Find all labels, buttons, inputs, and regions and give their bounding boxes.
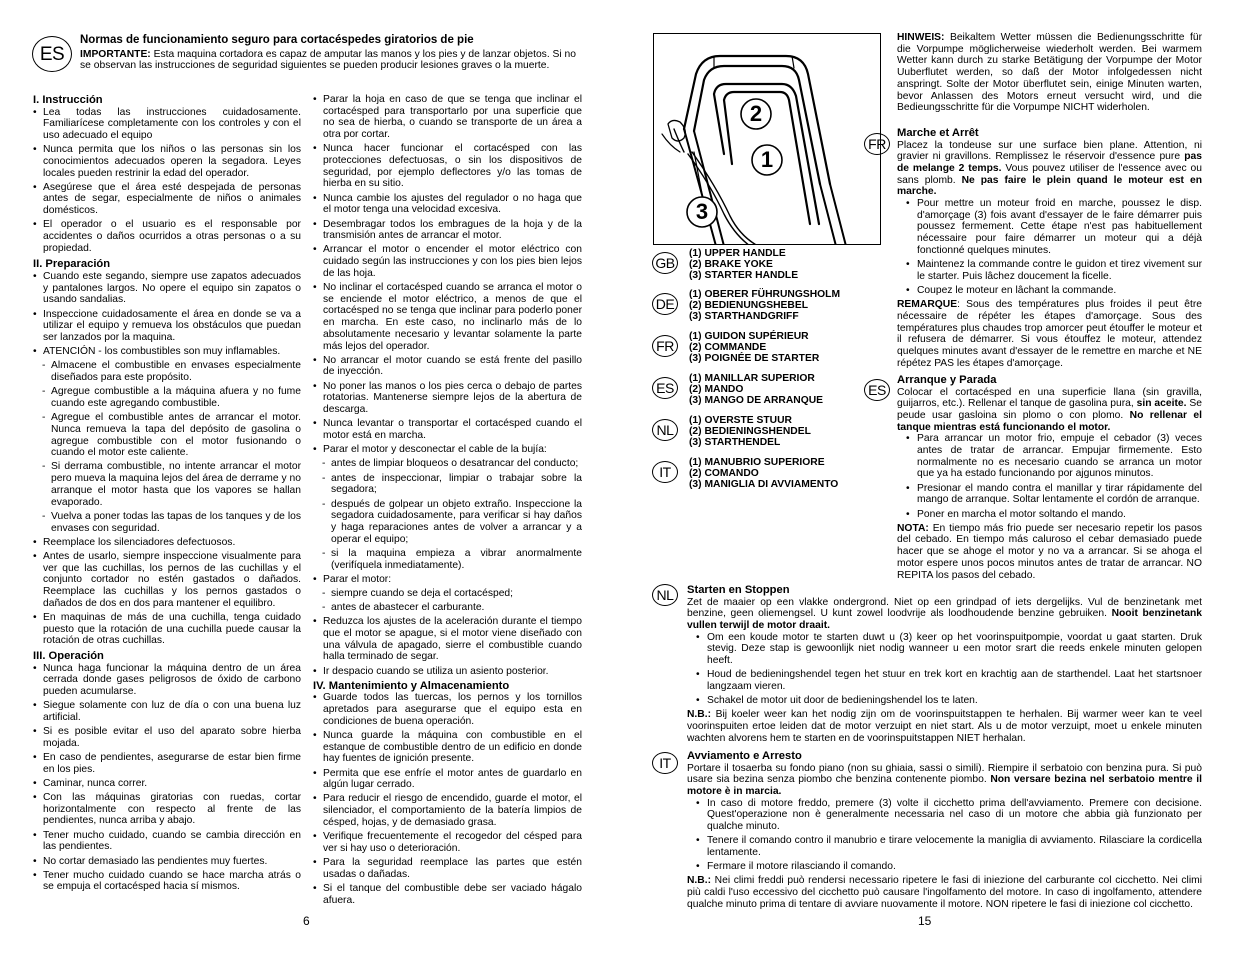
list-item: • Inspeccione cuidadosamente el área en donde se va a utilizar el equipo y remueva los obstáculos que puedan ser lanzados por la maquina. [33,309,301,344]
it-section [687,750,1202,910]
part-label: (1) UPPER HANDLE [689,248,786,259]
list-item: • Caminar, nunca correr. [33,778,301,790]
nl-title: Starten en Stoppen [687,584,790,596]
language-badge-nl-legend: NL [652,419,678,441]
stop-motor-list [313,574,582,586]
list-item: • Nunca hacer funcionar el cortacésped con las protecciones defectuosas, o sin los dispositivos de seguridad, por ejemplo deflectores y/o las tomas de hierba en su sitio. [313,143,582,190]
language-badge-es-2: ES [864,379,890,401]
list-item: • No inclinar el cortacésped cuando se arranca el motor o se enciende el motor eléctrico, a menos de que el cortacésped no se tenga que inclinar para poderlo poner en marcha. En este caso, no inclinarlo más de lo absolutamente necesario y levantar solamente la parte más lejos del operador. [313,282,582,352]
left-column-2 [313,94,582,909]
fr-intro-bold2: Ne pas faire le plein quand le moteur est en marche. [897,174,1202,198]
fr-note [897,299,1202,369]
list-item: • Nunca cambie los ajustes del regulador o no haga que el motor tenga una velocidad excesiva. [313,193,582,216]
part-label: (2) COMMANDE [689,342,767,354]
list-item: • Nunca levantar o transportar el cortacésped cuando el motor está en marcha. [313,418,582,441]
list-item: • Tener mucho cuidado, cuando se cambia dirección en las pendientes. [33,830,301,853]
list-item: • Tener mucho cuidado cuando se hace marcha atrás o se empuja el cortacésped hacia sí mismos. [33,870,301,893]
fr-section [897,127,1202,369]
language-badge-fr: FR [864,133,890,155]
list-item: • Ir despacio cuando se utiliza un asiento posterior. [313,666,582,678]
part-labels-nl [689,415,811,449]
language-badge-es-legend: ES [652,377,678,399]
list-item: • Schakel de motor uit door de bedieningshendel los te laten. [687,695,1202,707]
section-instruccion-list [33,107,301,255]
de-note-label: HINWEIS: [897,32,945,43]
es-start-intro-bold: sin aceite. [1136,398,1187,410]
nl-note-text: Bij koeler weer kan het nodig zijn om de voorinspuitstappen te herhalen. Bij warmer weer kan te veel voorinspuiten ertoe leiden dat de motor verzuipt en niet start. Als u de motor verzuipt, moet u enkele minuten wachten alvorens hem te starten en de voorinspuitstappen NIET herhalan. [687,709,1202,744]
list-item: • Parar el motor: [313,574,582,586]
list-item: - Agregue el combustible antes de arrancar el motor. Nunca remueva la tapa del depósito de gasolina o agregue combustible con el motor fusionando o cuando el motor este caliente. [33,412,301,459]
language-badge-de-legend: DE [652,293,678,315]
fr-intro-bold: pas de melange 2 temps. [897,151,1202,174]
es-start-intro-b: Se peude usar gasloina sin plomo o con plomo. [897,398,1202,421]
section-preparacion-sublist [33,360,301,534]
es-start-section [897,374,1202,581]
list-item: • Siegue solamente con luz de día o con una buena luz artificial. [33,700,301,723]
important-notice [80,49,580,72]
part-labels-de [689,289,840,323]
list-item: • Para la seguridad reemplace las partes que estén usadas o dañadas. [313,857,582,880]
fr-title: Marche et Arrêt [897,127,979,139]
list-item: • In caso di motore freddo, premere (3) volte il cicchetto prima dell'avviamento. Premere con decisione. Quest'operazione non è generalmente necessaria nel caso di un motore che abbia già funzionato per qualche minuto. [687,798,1202,833]
list-item: • Verifique frecuentemente el recogedor del césped para ver si hay uso o deterioración. [313,831,582,854]
it-note-text: Nei climi freddi può rendersi necessario ripetere le fasi di iniezione del carburante col cicchetto. Nei climi più caldi l'uso eccessivo del cicchetto può causare l'ingolfamento del motore. In caso di ingolfamento, attendere qualche minuto prima di tentare di avviare nuovamente il motore. NON ripetere le fasi di iniezione col cicchetto. [687,875,1202,910]
part-label: (2) COMANDO [689,468,759,480]
list-item: • Pour mettre un moteur froid en marche, poussez le disp. d'amorçage (3) fois avant d'essayer de le faire démarrer puis poussez fermement. Cette étape n'est pas habituellement nécessaire pour faire démarrer un moteur qui a déjà fonctionné quelques minutes. [897,198,1202,257]
it-intro-bold: Non versare bezina nel serbatoio mentre il motore è in marcia. [687,774,1202,797]
section-preparacion-list [33,271,301,358]
es-start-title: Arranque y Parada [897,374,997,386]
list-item: • Parar la hoja en caso de que se tenga que inclinar el cortacésped para transportarlo por una superficie que no sea de hierba, o cuando se transporte de un área a otra por cortar. [313,94,582,141]
list-item: • Lea todas las instrucciones cuidadosamente. Familiarícese completamente con los controles y con el uso adecuado el equipo [33,107,301,142]
de-note-text: Beikaltem Wetter müssen die Bedienungsschritte für die Vorpumpe möglicherweise wiederholt werden. Bei warmem Wetter kann durch zu starke Betätigung der Vorpumpe der Motor Uuberflutet werden, so daß der Motor infolgedessen nicht anspringt. Solte der Motor überflutet sein, einige Minuten warten, bevor Anlassen des Motors erneut versucht wird, und die Bedieungsschritte für die Vorpumpe NICHT widerholen. [897,32,1202,114]
fr-note-label: REMARQUE [897,299,958,311]
important-text: Esta maquina cortadora es capaz de amputar las manos y los pies y de lanzar objetos. Si no se observan las instrucciones de seguridad siguientes se pueden producir lesiones graves o la muerte. [80,48,577,72]
it-note-label: N.B.: [687,875,712,887]
callout-2: 2 [749,101,763,126]
list-item: • Parar el motor y desconectar el cable de la bujía: [313,444,582,456]
list-item: • Coupez le moteur en lâchant la commande. [897,285,1202,297]
part-label: (2) BRAKE YOKE [689,259,773,271]
nl-section [687,584,1202,744]
es-start-steps-list [897,433,1202,520]
es-start-note-label: NOTA: [897,522,929,534]
list-item: • Om een koude motor te starten duwt u (3) keer op het voorinspuitpompie, voordat u gaat starten. Druk stevig. Deze stap is gewoonlijk niet nodig wanneer u een motor srart die reeds enkele minuten gelopen heeft. [687,632,1202,667]
section-mantenimiento-list [313,692,582,906]
list-item: • Para arrancar un motor frio, empuje el cebador (3) veces antes de tratar de arrancar. Empujar firmemente. Esto normalmente no es necesario cuando se arranca un motor que ya ha estado funcionando por ajgunos minutos. [897,433,1202,480]
part-labels-es [689,373,823,407]
list-item: • No poner las manos o los pies cerca o debajo de partes rotatorias. Mantenerse siempre lejos de la abertura de descarga. [313,381,582,416]
nl-intro [687,597,1202,632]
list-item: • Si es posible evitar el uso del aparato sobre hierba mojada. [33,726,301,749]
list-item: • Desembragar todos los embragues de la hoja y de la transmisión antes de arrancar el motor. [313,219,582,242]
part-label: (1) GUIDON SUPÉRIEUR [689,331,809,342]
spark-plug-sublist [313,458,582,571]
callout-1: 1 [760,147,774,172]
part-label: (2) MANDO [689,384,744,396]
list-item: • Asegúrese que el área esté despejada de personas antes de segar, especialmente de niños o animales domésticos. [33,182,301,217]
section-operacion-list [33,663,301,894]
list-item: • Presionar el mando contra el manillar y tirar rápidamente del mango de arranque. Soltar lentamente el cordón de arranque. [897,483,1202,506]
list-item: • Guarde todos las tuercas, los pernos y los tornillos apretados para asegurarse que el equipo esta en condiciones de buena operación. [313,692,582,727]
list-item: • Si el tanque del combustible debe ser vaciado hágalo afuera. [313,883,582,906]
stop-motor-sublist [313,588,582,614]
part-label: (3) STARTHANDGRIFF [689,311,799,323]
part-label: (1) MANILLAR SUPERIOR [689,373,815,384]
part-labels-it [689,457,838,491]
fr-note-text: : Sous des températures plus froides il peut être nécessaire de répéter les étapes d'amorçage. Sous des températures plus chaudes trop amorcer peut étouffer le moteur et il refusera de démarrer. Si vous étouffez le moteur, attendez quelques minutes avant d'essayer de le remettre en marche et NE répétez PAS les étapes d'amorçage. [897,299,1202,369]
list-item: • Cuando este segando, siempre use zapatos adecuados y pantalones largos. No opere el equipo sin zapatos o usando sandalias. [33,271,301,306]
section-mantenimiento-title: IV. Mantenimiento y Almacenamiento [313,679,510,692]
part-label: (3) POIGNÉE DE STARTER [689,353,820,365]
list-item: • No arrancar el motor cuando se está frente del pasillo de inyección. [313,355,582,378]
important-label: IMPORTANTE: [80,48,151,60]
list-item: • Maintenez la commande contre le guidon et tirez vivement sur le starter. Puis lâchez doucement la ficelle. [897,259,1202,282]
it-intro [687,763,1202,798]
it-note [687,875,1202,910]
part-label: (1) OBERER FÜHRUNGSHOLM [689,289,841,300]
operation-list-continued [313,94,582,456]
list-item: - siempre cuando se deja el cortacésped; [313,588,582,600]
part-label: (2) BEDIENUNGSHEBEL [689,300,808,312]
part-label: (3) STARTER HANDLE [689,270,799,282]
nl-steps-list [687,632,1202,707]
es-start-intro-a: Colocar el cortacésped en una superficie llana (sin gravilla, guijarros, etc.). Rellenar el tanque de gasolina pura, [897,386,1202,410]
part-label: (2) BEDIENINGSHENDEL [689,426,811,438]
es-start-intro-bold2: No rellenar el tanque mientras está funcionando el motor. [897,409,1202,433]
es-start-note [897,523,1202,582]
nl-intro-a: Zet de maaier op een vlakke ondergrond. Niet op een grindpad of iets dergelijks. Vul de benzinetank met benzine, geen oliemengsel. U kunt zowel loodvrije als loodhoudende benzine gebruiken. [687,596,1202,620]
list-item: • ATENCIÓN - los combustibles son muy inflamables. [33,346,301,358]
list-item: • Houd de bedieningshendel tegen het stuur en trek kort en krachtig aan de starthendel. Laat het startsnoer langzaam vieren. [687,669,1202,692]
list-item: • No cortar demasiado las pendientes muy fuertes. [33,856,301,868]
section-operacion-title: III. Operación [33,650,104,663]
list-item: • Para reducir el riesgo de encendido, guarde el motor, el silenciador, el comportamiento de la batería limpios de césped, hojas, y de demasiado grasa. [313,793,582,828]
language-badge-gb-legend: GB [652,252,678,274]
list-item: - Si derrama combustible, no intente arrancar el motor pero mueva la maquina lejos del área de derrame y no arranque el motor hasta que los vapores se hallan evaporado. [33,461,301,508]
section-preparacion-title: II. Preparación [33,258,111,271]
section-preparacion-list-b [33,537,301,647]
page-number-right: 15 [918,914,932,928]
nl-note [687,709,1202,744]
list-item: • El operador o el usuario es el responsable por accidentes o daños ocurridos a otras personas o a su propiedad. [33,219,301,254]
part-labels-fr [689,331,819,365]
list-item: • Con las máquinas giratorias con ruedas, cortar horizontalmente con respecto al frente de las pendientes, nunca arriba y abajo. [33,792,301,827]
list-item: • Permita que ese enfríe el motor antes de guardarlo en algún lugar cerrado. [313,768,582,791]
operation-list-end [313,616,582,677]
page-number-left: 6 [303,914,310,928]
list-item: • Nunca guarde la máquina con combustible en el estanque de combustible dentro de un edificio en donde hay fuentes de ignición presente. [313,730,582,765]
part-label: (3) MANGO DE ARRANQUE [689,395,824,407]
part-labels-gb [689,248,798,282]
list-item: - Vuelva a poner todas las tapas de los tanques y de los envases con seguridad. [33,511,301,534]
fr-intro-a: Placez la tondeuse sur une surface bien plane. Attention, ni gravier ni gravillons. Remplissez le réservoir d'essence pure [897,139,1202,163]
list-item: - antes de inspeccionar, limpiar o trabajar sobre la segadora; [313,473,582,496]
list-item: • En maquinas de más de una cuchilla, tenga cuidado puesto que la rotación de una cuchilla puede causar la rotación de otras cuchillas. [33,612,301,647]
language-badge-nl: NL [652,584,678,606]
part-label: (3) STARTHENDEL [689,437,781,449]
language-badge-it: IT [652,752,678,774]
list-item: • Nunca permita que los niños o las personas sin los conocimientos adecuados operen la segadora. Leyes locales pueden restrinir la edad del operador. [33,144,301,179]
fr-steps-list [897,198,1202,297]
it-steps-list [687,798,1202,873]
nl-intro-bold: Nooit benzinetank vullen terwijl de motor draait. [687,608,1203,631]
callout-3: 3 [695,199,709,224]
list-item: • Poner en marcha el motor soltando el mando. [897,509,1202,521]
language-badge-fr-legend: FR [652,335,678,357]
es-safety-header [80,34,580,72]
list-item: - si la maquina empieza a vibrar anormalmente (verifíquela inmediatamente). [313,548,582,571]
page-title: Normas de funcionamiento seguro para cortacéspedes giratorios de pie [80,34,474,46]
nl-note-label: N.B.: [687,709,712,721]
list-item: - Almacene el combustible en envases especialmente diseñados para este propósito. [33,360,301,383]
list-item: - Agregue combustible a la máquina afuera y no fume cuando este agregando combustible. [33,386,301,409]
fr-intro-b: Vous pouvez utiliser de l'essence avec ou sans plomb. [897,162,1202,186]
list-item: • Reduzca los ajustes de la aceleración durante el tiempo que el motor se apague, si el motor viene diseñado con una válvula de apagado, sierre el combustible cuando halla terminado de segar. [313,616,582,663]
it-title: Avviamento e Arresto [687,750,802,762]
language-badge-it-legend: IT [652,461,678,483]
list-item: • Nunca haga funcionar la máquina dentro de un área cerrada donde gases peligrosos de óxido de carbono pueden acumularse. [33,663,301,698]
mower-handle-illustration [654,34,881,245]
left-column-1 [33,94,301,896]
part-label: (1) MANUBRIO SUPERIORE [689,457,825,468]
list-item: • Tenere il comando contro il manubrio e tirare velocemente la maniglia di avviamento. Rilasciare la cordicella lentamente. [687,835,1202,858]
part-label: (1) OVERSTE STUUR [689,415,792,426]
de-note [897,32,1202,114]
language-badge-es: ES [32,36,72,72]
list-item: • Antes de usarlo, siempre inspeccione visualmente para ver que las cuchillas, los pernos de las cuchillas y el conjunto cortador no estén gastados o dañados. Reemplace las cuchillas y los pernos gastados o dañados de dos en dos para mantener el equilibro. [33,551,301,610]
part-label: (3) MANIGLIA DI AVVIAMENTO [689,479,839,491]
mower-handle-figure [653,33,881,245]
list-item: • Reemplace los silenciadores defectuosos. [33,537,301,549]
list-item: • Arrancar el motor o encender el motor eléctrico con cuidado según las instrucciones y con los pies bien lejos de las hoja. [313,244,582,279]
list-item: • Fermare il motore rilasciando il comando. [687,861,1202,873]
es-start-note-text: En tiempo más frio puede ser necesario repetir los pasos del cebado. En tiempo más caluroso el cebar demasiado puede hacer que se ahoge el motor y no va a arrancar. Si se ahoga el motor espere unos pocos minutos antes de tratar de arrancar. NO REPITA los pasos del cebado. [897,522,1202,581]
list-item: - antes de limpiar bloqueos o desatrancar del conducto; [313,458,582,470]
it-intro-a: Portare il tosaerba su fondo piano (non su ghiaia, sassi o simili). Riempire il serbatoio con benzina pura. Si può usare sia bezina senza piombo che benzina contenente piombo. [687,762,1202,786]
list-item: • En caso de pendientes, asegurarse de estar bien firme en los pies. [33,752,301,775]
list-item: - después de golpear un objeto extraño. Inspeccione la segadora cuidadosamente, para verificar si hay daños y haga reparaciones antes de volver a arrancar y a operar el equipo; [313,499,582,546]
es-start-intro [897,387,1202,434]
list-item: - antes de abastecer el carburante. [313,602,582,614]
section-instruccion-title: I. Instrucción [33,94,103,106]
fr-intro [897,140,1202,199]
